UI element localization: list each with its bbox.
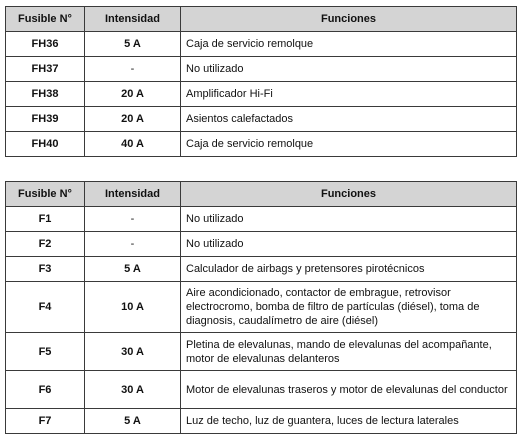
fuse-current: 5 A: [85, 32, 181, 57]
fuse-number: F2: [6, 232, 85, 257]
fuse-function: No utilizado: [181, 207, 517, 232]
table-row: [6, 282, 517, 333]
fuse-number: F1: [6, 207, 85, 232]
table-row: [6, 409, 517, 434]
header-fuse: Fusible N°: [6, 182, 85, 207]
fuse-number: FH40: [6, 132, 85, 157]
fuse-current: 40 A: [85, 132, 181, 157]
fuse-current: 5 A: [85, 409, 181, 434]
table-header-row: [6, 182, 517, 207]
fuse-table-fh: [5, 6, 517, 157]
fuse-number: F6: [6, 371, 85, 409]
fuse-current: -: [85, 207, 181, 232]
table-row: [6, 371, 517, 409]
header-current: Intensidad: [85, 182, 181, 207]
header-current: Intensidad: [85, 7, 181, 32]
table-row: [6, 132, 517, 157]
fuse-number: FH38: [6, 82, 85, 107]
fuse-number: F5: [6, 333, 85, 371]
table-header-row: [6, 7, 517, 32]
header-function: Funciones: [181, 7, 517, 32]
table-row: [6, 257, 517, 282]
fuse-function: Asientos calefactados: [181, 107, 517, 132]
table-row: [6, 82, 517, 107]
fuse-number: F3: [6, 257, 85, 282]
fuse-function: Caja de servicio remolque: [181, 32, 517, 57]
table-row: [6, 57, 517, 82]
fuse-number: FH36: [6, 32, 85, 57]
fuse-function: Caja de servicio remolque: [181, 132, 517, 157]
fuse-current: 30 A: [85, 333, 181, 371]
fuse-number: FH37: [6, 57, 85, 82]
header-fuse: Fusible N°: [6, 7, 85, 32]
fuse-function: Aire acondicionado, contactor de embrague, retrovisor electrocromo, bomba de filtro de partículas (diésel), toma de diagnosis, caudalímetro de aire (diésel): [181, 282, 517, 333]
fuse-current: -: [85, 232, 181, 257]
fuse-function: Calculador de airbags y pretensores pirotécnicos: [181, 257, 517, 282]
table-row: [6, 32, 517, 57]
table-row: [6, 107, 517, 132]
fuse-number: F7: [6, 409, 85, 434]
fuse-function: Luz de techo, luz de guantera, luces de lectura laterales: [181, 409, 517, 434]
fuse-function: Motor de elevalunas traseros y motor de elevalunas del conductor: [181, 371, 517, 409]
fuse-function: No utilizado: [181, 57, 517, 82]
fuse-number: FH39: [6, 107, 85, 132]
fuse-function: Pletina de elevalunas, mando de elevalunas del acompañante, motor de elevalunas delanteros: [181, 333, 517, 371]
fuse-current: 10 A: [85, 282, 181, 333]
fuse-current: 5 A: [85, 257, 181, 282]
table-row: [6, 207, 517, 232]
fuse-number: F4: [6, 282, 85, 333]
fuse-current: 20 A: [85, 107, 181, 132]
table-row: [6, 232, 517, 257]
fuse-table-f: [5, 181, 517, 434]
fuse-current: 20 A: [85, 82, 181, 107]
fuse-function: No utilizado: [181, 232, 517, 257]
fuse-current: -: [85, 57, 181, 82]
table-row: [6, 333, 517, 371]
fuse-function: Amplificador Hi-Fi: [181, 82, 517, 107]
fuse-current: 30 A: [85, 371, 181, 409]
header-function: Funciones: [181, 182, 517, 207]
